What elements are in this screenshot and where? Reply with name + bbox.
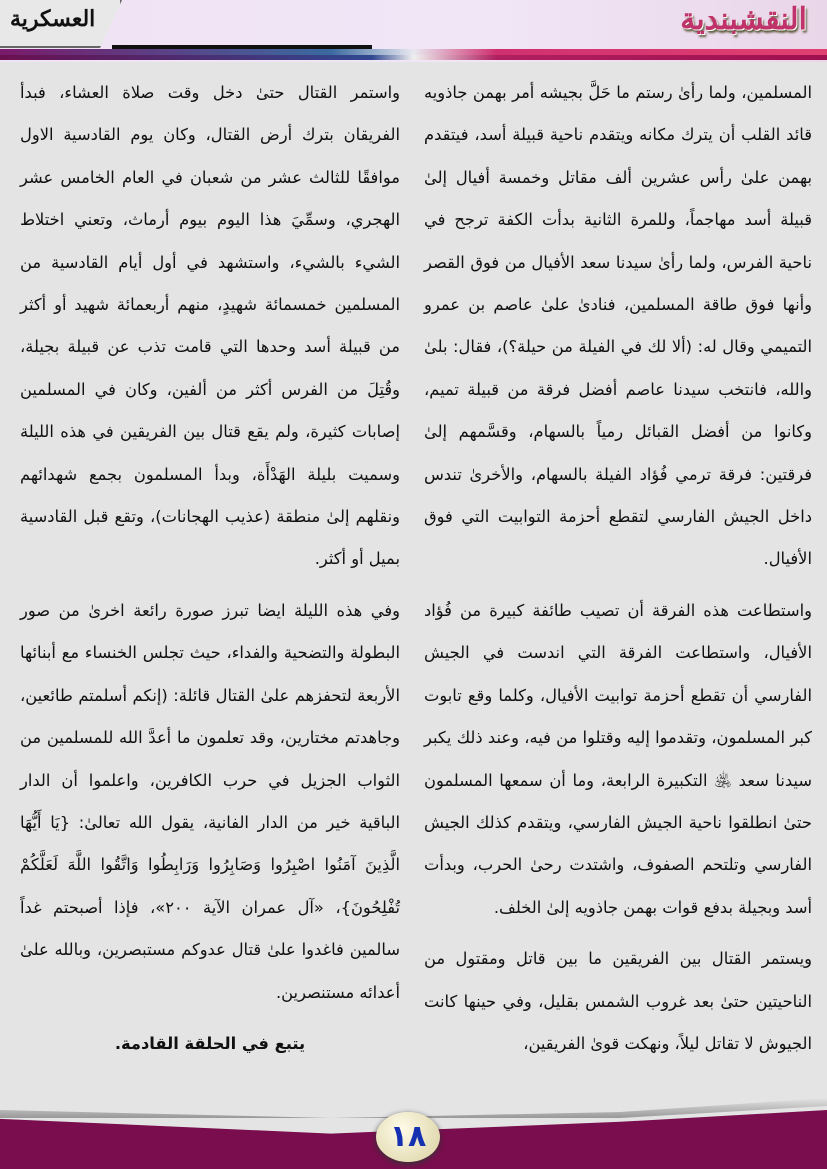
paragraph: واستطاعت هذه الفرقة أن تصيب طائفة كبيرة من فُؤاد الأفيال، واستطاعت الفرقة التي اندست في الجيش الفارسي أن تقطع أحزمة توابيت الأفيال، وكلما وقع تابوت كبر المسلمون، وتقدموا إليه وقتلوا من فيه، وعند ذلك يكبر سيدنا سعد ﵁ التكبيرة الرابعة، وما أن سمعها المسلمون حتىٰ انطلقوا ناحية الجيش الفارسي، ويتقدم كذلك الجيش الفارسي وتلتحم الصفوف، واشتدت رحىٰ الحرب، وبدأت أسد وبجيلة بدفع قوات بهمن جاذويه إلىٰ الخلف. [424,600,812,917]
left-column [20,72,400,1074]
page-number: ١٨ [376,1112,440,1162]
right-column [424,72,812,1074]
paragraph: وفي هذه الليلة ايضا تبرز صورة رائعة اخرىٰ من صور البطولة والتضحية والفداء، حيث تجلس الخنساء مع أبنائها الأربعة لتحفزهم علىٰ القتال قائلة: (إنكم أسلمتم طائعين، وجاهدتم مختارين، وقد تعلمون ما أعدَّ الله للمسلمين من الثواب الجزيل في حرب الكافرين، واعلموا أن الدار الباقية خير من الدار الفانية، يقول الله تعالىٰ: {يَا أَيُّهَا الَّذِينَ آمَنُوا اصْبِرُوا وَصَابِرُوا وَرَابِطُوا وَاتَّقُوا اللَّهَ لَعَلَّكُمْ تُفْلِحُونَ}، «آل عمران الآية ٢٠٠»، فإذا أصبحتم غداً سالمين فاغدوا علىٰ قتال عدوكم مستبصرين، وبالله علىٰ أعدائه مستنصرين. [20,600,400,1002]
paragraph: واستمر القتال حتىٰ دخل وقت صلاة العشاء، فبدأ الفريقان بترك أرض القتال، وكان يوم القادسية الاول موافقًا للثالث عشر من شعبان في العام الخامس عشر الهجري، وسمِّيَ هذا اليوم بيوم أرماث، وتعني اختلاط الشيء بالشيء، واستشهد في أول أيام القادسية من المسلمين خمسمائة شهيدٍ، منهم أربعمائة شهيد أو أكثر من قبيلة أسد وحدها التي قامت تذب عن قبيلة بجيلة، وقُتِلَ من الفرس أكثر من ألفين، وكان في المسلمين إصابات كثيرة، ولم يقع قتال بين الفريقين في هذه الليلة وسميت بليلة الهَدْأَة، وبدأ المسلمون بجمع شهدائهم ونقلهم إلىٰ منطقة (عذيب الهجانات)، وتقع قبل القادسية بميل أو أكثر. [20,83,400,569]
magazine-logo: النقشبندية [680,2,807,37]
paragraph: ويستمر القتال بين الفريقين ما بين قاتل ومقتول من الناحيتين حتىٰ بعد غروب الشمس بقليل، وفي حينها كانت الجيوش لا تقاتل ليلاً، ونهكت قوىٰ الفريقين، [424,949,812,1053]
section-label: العسكرية [10,6,96,32]
continued-note: يتبع في الحلقة القادمة. [114,1033,306,1053]
header-stripe [0,55,827,60]
page-header [0,0,827,62]
paragraph: المسلمين، ولما رأىٰ رستم ما حَلَّ بجيشه أمر بهمن جاذويه قائد القلب أن يترك مكانه ويتقدم ناحية قبيلة أسد، فيتقدم بهمن علىٰ رأس عشرين ألف مقاتل وخمسة أفيال إلىٰ قبيلة أسد مهاجماً، وللمرة الثانية بدأت الكفة ترجح في ناحية الفرس، ولما رأىٰ سيدنا سعد الأفيال من فوق القصر وأنها فوق طاقة المسلمين، فنادىٰ علىٰ عاصم بن عمرو التميمي وقال له: (ألا لك في الفيلة من حيلة؟)، فقال: بلىٰ والله، فانتخب سيدنا عاصم أفضل فرقة من قبيلة تميم، وكانوا من أفضل القبائل رمياً بالسهام، وقسَّمهم إلىٰ فرقتين: فرقة ترمي فُؤاد الفيلة بالسهام، والأخرىٰ تندس داخل الجيش الفارسي لتقطع أحزمة التوابيت التي فوق الأفيال. [424,83,812,569]
